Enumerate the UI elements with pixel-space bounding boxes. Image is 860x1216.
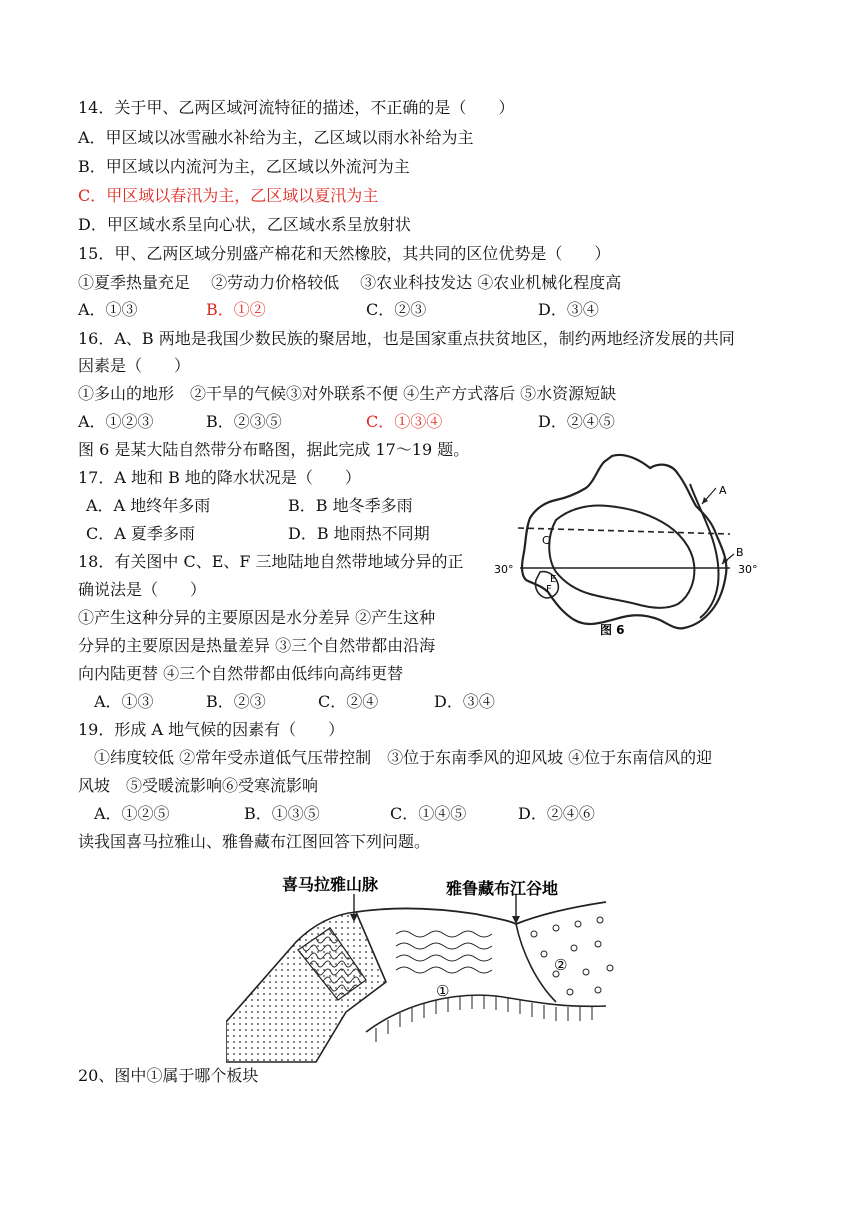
plate-mark-1: ① xyxy=(436,982,450,1000)
q15-items: ①夏季热量充足 ②劳动力价格较低 ③农业科技发达 ④农业机械化程度高 xyxy=(78,273,622,292)
q15-option-c: C．②③ xyxy=(366,300,427,319)
q14-stem: 14．关于甲、乙两区域河流特征的描述，不正确的是（ ） xyxy=(78,98,515,117)
q20-stem: 20、图中①属于哪个板块 xyxy=(78,1066,259,1085)
q18-option-b: B．②③ xyxy=(206,692,266,711)
q18-option-a: A．①③ xyxy=(94,692,154,711)
q15-option-d: D．③④ xyxy=(538,300,599,319)
q16-items: ①多山的地形 ②干旱的气候③对外联系不便 ④生产方式落后 ⑤水资源短缺 xyxy=(78,384,617,403)
q14-option-a: A．甲区域以冰雪融水补给为主，乙区域以雨水补给为主 xyxy=(78,128,474,147)
himalaya-cross-section-figure xyxy=(226,872,626,1064)
q16-option-a: A．①②③ xyxy=(78,412,154,431)
q14-option-c-answer: C．甲区域以春汛为主，乙区域以夏汛为主 xyxy=(78,186,379,205)
q19-item-line2: 风坡 ⑤受暖流影响⑥受寒流影响 xyxy=(78,776,319,795)
q19-option-b: B．①③⑤ xyxy=(244,804,320,823)
label-b: B xyxy=(736,546,744,559)
q17-option-c: C．A 夏季多雨 xyxy=(86,524,195,543)
q19-option-a: A．①②⑤ xyxy=(94,804,170,823)
q18-item-line1: ①产生这种分异的主要原因是水分差异 ②产生这种 xyxy=(78,608,436,627)
latitude-left: 30° xyxy=(494,563,514,576)
label-yarlung-valley: 雅鲁藏布江谷地 xyxy=(446,879,559,898)
q18-stem-line1: 18．有关图中 C、E、F 三地陆地自然带地域分异的正 xyxy=(78,552,464,571)
intro-17-19: 图 6 是某大陆自然带分布略图，据此完成 17～19 题。 xyxy=(78,440,470,459)
label-a: A xyxy=(719,484,727,497)
q16-stem-line1: 16．A、B 两地是我国少数民族的聚居地，也是国家重点扶贫地区，制约两地经济发展的共同 xyxy=(78,329,735,348)
label-f: F xyxy=(546,584,552,595)
q17-option-d: D．B 地雨热不同期 xyxy=(288,524,430,543)
q18-option-d: D．③④ xyxy=(434,692,495,711)
q15-option-a: A．①③ xyxy=(78,300,138,319)
q15-stem: 15．甲、乙两区域分别盛产棉花和天然橡胶，其共同的区位优势是（ ） xyxy=(78,244,611,263)
q19-stem: 19．形成 A 地气候的因素有（ ） xyxy=(78,720,345,739)
q17-stem: 17．A 地和 B 地的降水状况是（ ） xyxy=(78,468,361,487)
plate-mark-2: ② xyxy=(554,956,568,974)
label-e: E xyxy=(550,574,557,585)
q18-stem-line2: 确说法是（ ） xyxy=(78,580,207,599)
q17-option-b: B．B 地冬季多雨 xyxy=(288,496,413,515)
q16-stem-line2: 因素是（ ） xyxy=(78,356,191,375)
q16-option-d: D．②④⑤ xyxy=(538,412,615,431)
figure-6-continent-map xyxy=(490,448,790,648)
q18-item-line2: 分异的主要原因是热量差异 ③三个自然带都由沿海 xyxy=(78,636,436,655)
q19-option-d: D．②④⑥ xyxy=(518,804,595,823)
q16-option-b: B．②③⑤ xyxy=(206,412,282,431)
latitude-right: 30° xyxy=(738,563,758,576)
q18-option-c: C．②④ xyxy=(318,692,379,711)
q15-option-b-answer: B．①② xyxy=(206,300,266,319)
q16-option-c-answer: C．①③④ xyxy=(366,412,443,431)
label-c: C xyxy=(542,534,550,547)
intro-20: 读我国喜马拉雅山、雅鲁藏布江图回答下列问题。 xyxy=(78,832,431,851)
q19-item-line1: ①纬度较低 ②常年受赤道低气压带控制 ③位于东南季风的迎风坡 ④位于东南信风的迎 xyxy=(94,748,713,767)
label-himalaya: 喜马拉雅山脉 xyxy=(282,875,379,894)
q14-option-d: D．甲区域水系呈向心状，乙区域水系呈放射状 xyxy=(78,215,411,234)
q17-option-a: A．A 地终年多雨 xyxy=(86,496,211,515)
figure-6-caption: 图 6 xyxy=(600,623,625,637)
q18-item-line3: 向内陆更替 ④三个自然带都由低纬向高纬更替 xyxy=(78,664,404,683)
q14-option-b: B．甲区域以内流河为主，乙区域以外流河为主 xyxy=(78,157,410,176)
q19-option-c: C．①④⑤ xyxy=(390,804,467,823)
